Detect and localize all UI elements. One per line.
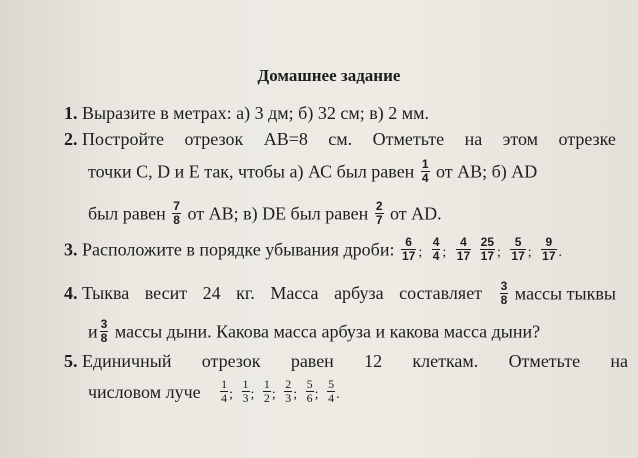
task-2-word: отрезок [184,129,244,149]
task-2-text: от АВ; в) DЕ был равен [187,203,369,224]
numerator: 1 [221,377,228,391]
denominator: 17 [480,249,495,263]
task-5-word: отрезок [201,351,261,371]
numerator: 4 [432,235,440,249]
task-2-number: 2. [64,129,78,149]
task-2-word: см. [328,129,353,149]
numerator: 7 [173,199,180,213]
denominator: 17 [511,249,525,263]
denominator: 6 [306,391,313,405]
fraction [432,236,441,263]
task-2-line-1 [64,128,616,150]
numerator: 1 [242,377,249,391]
fraction [500,280,509,307]
task-4-word: составляет [399,283,483,303]
task-2-word: на [464,129,483,149]
numerator: 3 [100,317,108,331]
task-4-word: арбуза [334,283,384,303]
task-5-word: на [610,351,628,371]
task-2-text: точки С, D и Е так, чтобы а) АС был равен [88,161,415,182]
task-2-line-2 [88,157,538,187]
fraction [375,200,384,227]
fraction [263,378,271,405]
task-5-text: числовом луче [88,381,201,402]
denominator: 3 [242,391,249,405]
denominator: 7 [375,213,383,227]
task-3-number: 3. [64,239,78,260]
denominator: 17 [401,249,416,263]
task-4-line-2 [88,317,541,347]
task-2-word: Постройте [82,129,165,149]
denominator: 4 [432,249,440,263]
fraction [242,378,250,405]
fraction [541,236,556,263]
numerator: 1 [421,157,429,171]
denominator: 4 [421,171,429,185]
task-1-text: Выразите в метрах: а) 3 дм; б) 32 см; в) 2 мм. [82,103,429,123]
task-5-word: клеткам. [412,351,479,371]
numerator: 5 [510,236,525,250]
numerator: 25 [480,235,495,249]
task-1-number: 1. [64,103,78,123]
numerator: 6 [401,236,416,250]
task-3-text: Расположите в порядке убывания дроби: [82,239,395,260]
task-5-word: Единичный [82,351,172,371]
task-2-text: от АD. [390,203,442,224]
task-5-line-1 [64,350,628,372]
task-4-text: массы дыни. Какова масса арбуза и какова масса дыни? [114,321,541,342]
task-2-word: Отметьте [372,129,445,149]
task-5-line-2: числовом луче $\frac{1}{4}$ ; $\frac{1}{3}$ ; $\frac{1}{2}$ ; $\frac{2}{3}$ ; $\frac{5}{6}$ ; $\frac{5}{4}$ . [88,377,340,405]
numerator: 5 [328,377,335,391]
task-4-word: весит [144,283,188,303]
task-2-line-3 [88,199,442,229]
task-5-number: 5. [64,351,78,371]
task-5-word: равен [290,351,334,371]
fraction [284,378,292,405]
task-4-line-1 [64,279,616,309]
numerator: 3 [500,279,508,293]
fraction [480,236,495,263]
task-2-word: этом [502,129,539,149]
fraction [306,378,314,405]
numerator: 1 [263,377,270,391]
numerator: 5 [306,377,313,391]
task-2-text: от АВ; б) АD [436,161,538,182]
denominator: 17 [542,249,556,263]
fraction [456,236,471,263]
fraction [421,158,430,185]
task-3: 3. Расположите в порядке убывания дроби: $\frac{6}{17}$ ; $\frac{4}{4}$ ; $\frac{4}{17}$ $\frac{25}{17}$ ; $\frac{5}{17}$ ; $\frac{9}{17}$ . [64,235,563,263]
fraction [100,318,109,345]
fraction [220,378,228,405]
task-4-word: 24 [202,283,221,303]
task-4-word: кг. [236,283,255,303]
fraction [510,236,525,263]
task-5-word: Отметьте [508,351,581,371]
denominator: 2 [263,391,270,405]
task-2-text: был равен [88,203,166,224]
numerator: 2 [375,199,383,213]
numerator: 9 [541,236,556,250]
numerator: 4 [456,236,471,250]
task-5-word: 12 [364,351,383,371]
numerator: 2 [285,377,292,391]
task-4-word: Тыква [82,283,130,303]
denominator: 4 [221,391,228,405]
task-1 [64,102,429,124]
denominator: 8 [500,293,508,307]
task-2-word: АВ=8 [263,129,308,149]
denominator: 17 [456,249,471,263]
task-4-text: и [88,321,98,342]
task-4-word: массы тыквы [514,283,616,304]
denominator: 8 [100,331,108,345]
fraction [401,236,416,263]
denominator: 3 [285,391,292,405]
fraction [172,200,181,227]
task-2-word: отрезке [558,129,616,149]
page-title: Домашнее задание [257,66,401,85]
task-4-word: Масса [270,283,319,303]
denominator: 8 [173,213,180,227]
fraction [327,378,335,405]
task-4-number: 4. [64,283,78,303]
denominator: 4 [328,391,335,405]
